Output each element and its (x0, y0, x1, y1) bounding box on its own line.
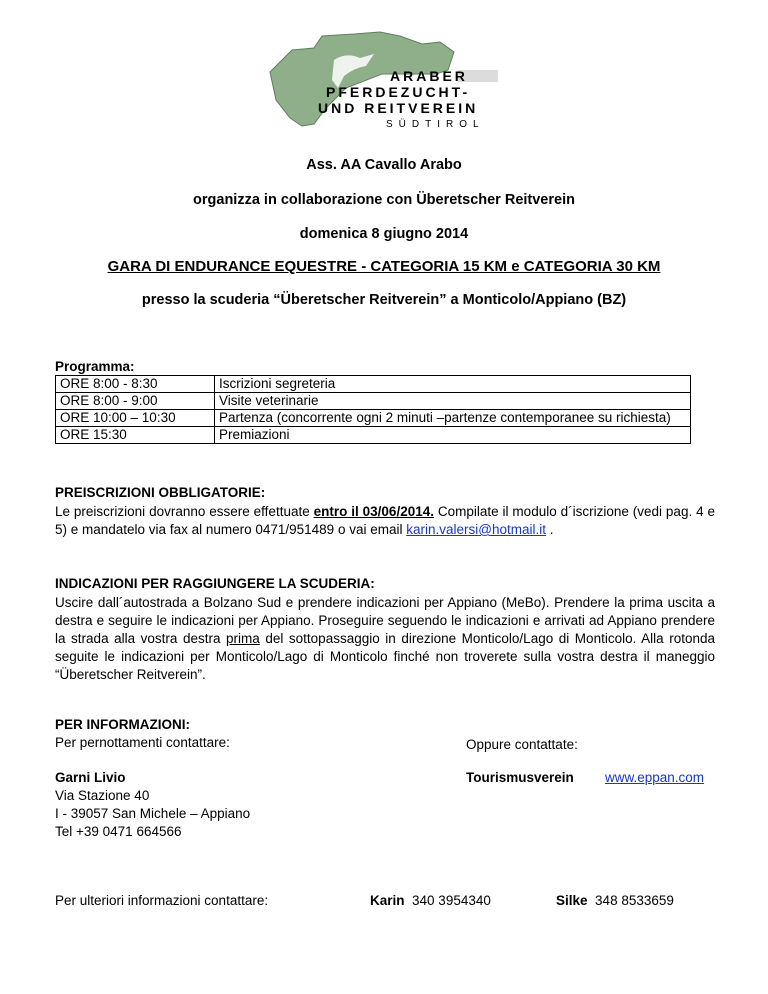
program-desc: Visite veterinarie (215, 393, 691, 410)
program-time: ORE 10:00 – 10:30 (56, 410, 215, 427)
logo-line-1: ARABER (390, 68, 468, 84)
directions-underlined: prima (226, 631, 260, 646)
preregistration-text (55, 503, 715, 539)
program-title: Programma: (55, 359, 135, 374)
contact-karin (370, 893, 491, 908)
program-desc: Premiazioni (215, 427, 691, 444)
info-title: PER INFORMAZIONI: (55, 717, 190, 732)
alternative-contact-label: Oppure contattate: (466, 737, 578, 752)
logo (262, 30, 507, 135)
table-row (56, 376, 691, 393)
contact-phone: 340 3954340 (412, 893, 491, 908)
program-time: ORE 15:30 (56, 427, 215, 444)
contact-name: Silke (556, 893, 588, 908)
hotel-street: Via Stazione 40 (55, 788, 150, 803)
contact-name: Karin (370, 893, 405, 908)
directions-text-a: Uscire dall´autostrada a Bolzano Sud e prendere indicazioni per Appiano (MeBo). Prendere la prima uscita a destra e seguire le indicazioni per Appiano. Proseguire seguendo le indicazioni e arrivati ad Appiano prendere la strada alla vostra destra (55, 595, 715, 646)
logo-line-4: SÜDTIROL (386, 119, 485, 130)
contact-phone: 348 8533659 (595, 893, 674, 908)
hotel-city: I - 39057 San Michele – Appiano (55, 806, 251, 821)
hotel-name: Garni Livio (55, 770, 126, 785)
email-link[interactable]: karin.valersi@hotmail.it (406, 522, 546, 537)
collaboration-line: organizza in collaborazione con Überetscher Reitverein (193, 192, 575, 208)
contact-silke (556, 893, 674, 908)
logo-line-2: PFERDEZUCHT- (326, 84, 471, 100)
program-time: ORE 8:00 - 8:30 (56, 376, 215, 393)
preregistration-text-a: Le preiscrizioni dovranno essere effettuate (55, 504, 314, 519)
preregistration-deadline: entro il 03/06/2014. (313, 504, 434, 519)
accommodation-label: Per pernottamenti contattare: (55, 735, 230, 750)
preregistration-title: PREISCRIZIONI OBBLIGATORIE: (55, 485, 266, 500)
preregistration-text-c: . (545, 522, 554, 537)
tourism-office-name: Tourismusverein (466, 770, 574, 785)
hotel-phone: Tel +39 0471 664566 (55, 824, 182, 839)
program-desc: Partenza (concorrente ogni 2 minuti –partenze contemporanee su richiesta) (215, 410, 691, 427)
program-table (55, 375, 691, 444)
program-time: ORE 8:00 - 9:00 (56, 393, 215, 410)
table-row (56, 410, 691, 427)
directions-text-b: del sottopassaggio in direzione Monticolo/Lago di Monticolo. Alla rotonda seguite le indicazioni per Monticolo/Lago di Monticolo finché non troverete sulla vostra destra il maneggio “Überetscher Reitverein”. (55, 631, 715, 682)
more-info-label: Per ulteriori informazioni contattare: (55, 893, 269, 908)
event-title: GARA DI ENDURANCE EQUESTRE - CATEGORIA 15 KM e CATEGORIA 30 KM (107, 258, 661, 275)
event-date: domenica 8 giugno 2014 (299, 226, 469, 242)
logo-line-3: UND REITVEREIN (318, 100, 479, 116)
table-row (56, 427, 691, 444)
tourism-website-link[interactable]: www.eppan.com (605, 770, 705, 785)
program-desc: Iscrizioni segreteria (215, 376, 691, 393)
event-location: presso la scuderia “Überetscher Reitverein” a Monticolo/Appiano (BZ) (141, 292, 627, 308)
directions-text (55, 594, 715, 684)
org-name: Ass. AA Cavallo Arabo (306, 157, 462, 173)
preregistration-text-b: Compilate il modulo d´iscrizione (vedi pag. 4 e 5) e mandatelo via fax al numero 0471/951489 o vai email (55, 504, 715, 537)
directions-title: INDICAZIONI PER RAGGIUNGERE LA SCUDERIA: (55, 576, 375, 591)
table-row (56, 393, 691, 410)
